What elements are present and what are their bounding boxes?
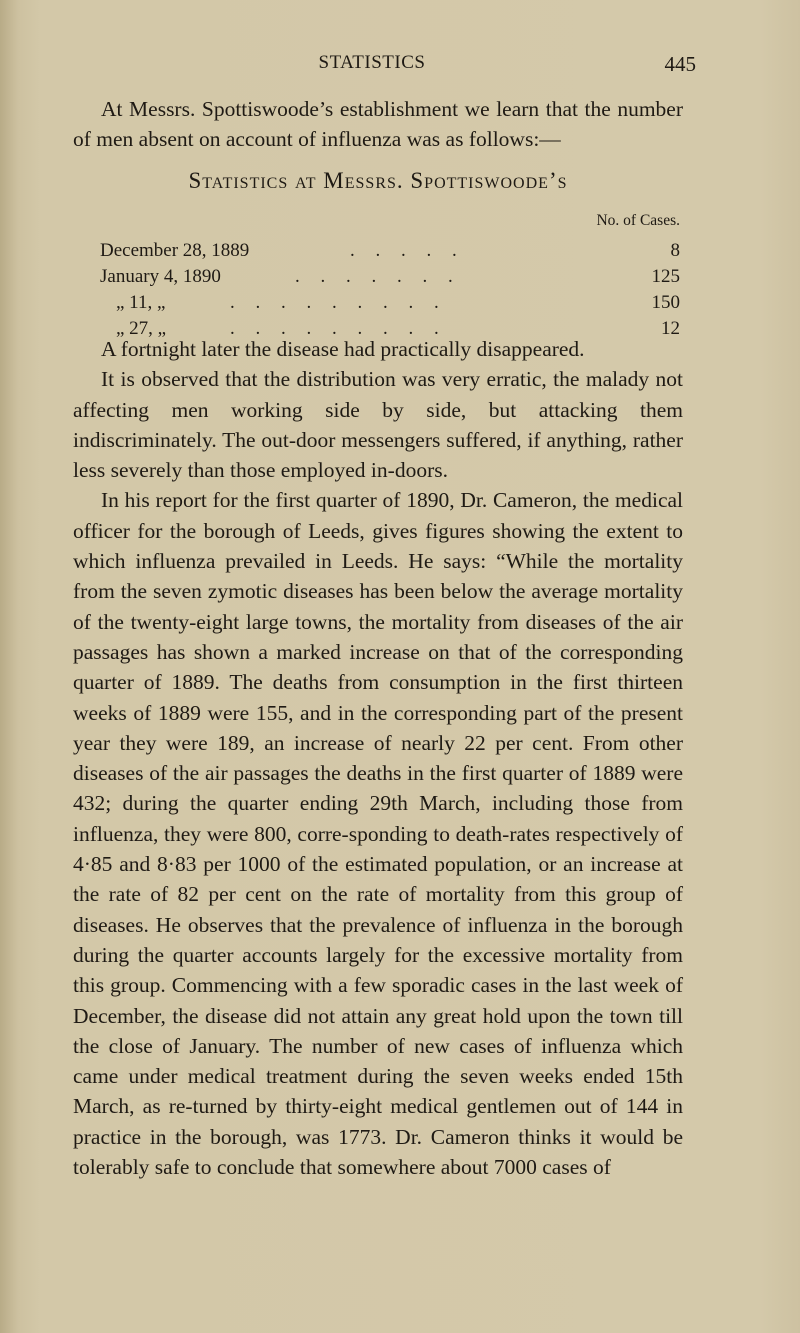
table-row xyxy=(100,240,680,264)
intro-text xyxy=(73,94,683,155)
row-date: „ 27, „ xyxy=(116,318,167,339)
running-title: STATISTICS xyxy=(318,52,426,73)
leader-dots: . . . . . . . xyxy=(295,266,461,287)
table-row xyxy=(100,266,680,290)
main-text xyxy=(73,334,683,1182)
row-cases: 12 xyxy=(661,318,680,339)
paragraph: In his report for the first quarter of 1890, Dr. Cameron, the medical officer for the borough of Leeds, gives figures showing the extent to which influenza prevailed in Leeds. He says: “While the mortality from the seven zymotic diseases has been below the average mortality of the twenty-eight large towns, the mortality from diseases of the air passages has shown a marked increase on that of the corresponding quarter of 1889. The deaths from consumption in the first thirteen weeks of 1889 were 155, and in the corresponding part of the present year they were 189, an increase of nearly 22 per cent. From other diseases of the air passages the deaths in the first quarter of 1889 were 432; during the quarter ending 29th March, including those from influenza, they were 800, corre-sponding to death-rates respectively of 4·85 and 8·83 per 1000 of the estimated population, or an increase at the rate of 82 per cent on the rate of mortality from this group of diseases. He observes that the prevalence of influenza in the borough during the quarter accounts largely for the excessive mortality from this group. Commencing with a few sporadic cases in the last week of December, the disease did not attain any great hold upon the town till the close of January. The number of new cases of influenza which came under medical treatment during the seven weeks ended 15th March, as re-turned by thirty-eight medical gentlemen out of 144 in practice in the borough, was 1773. Dr. Cameron thinks it would be tolerably safe to conclude that somewhere about 7000 cases of xyxy=(73,488,683,1180)
row-date: December 28, 1889 xyxy=(100,240,250,261)
leader-dots: . . . . . . . . . xyxy=(230,292,447,313)
table-title: Statistics at Messrs. Spottiswoode’s xyxy=(188,168,568,193)
intro-paragraph: At Messrs. Spottiswoode’s establishment we learn that the number of men absent on account of influenza was as follows:— xyxy=(73,97,683,152)
column-header-cases: No. of Cases. xyxy=(596,212,680,229)
paragraph: It is observed that the distribution was very erratic, the malady not affecting men working side by side, but attacking them indiscriminately. The out-door messengers suffered, if anything, rather less severely than those employed in-doors. xyxy=(73,367,683,483)
row-cases: 8 xyxy=(670,240,680,261)
row-date: „ 11, „ xyxy=(116,292,166,313)
row-cases: 125 xyxy=(651,266,680,287)
page-number: 445 xyxy=(664,52,696,76)
row-cases: 150 xyxy=(651,292,680,313)
leader-dots: . . . . . xyxy=(350,240,465,261)
row-date: January 4, 1890 xyxy=(100,266,221,287)
paragraph: A fortnight later the disease had practically disappeared. xyxy=(101,337,585,361)
running-head xyxy=(72,52,696,78)
table-row xyxy=(100,292,680,316)
leader-dots: . . . . . . . . . xyxy=(230,318,447,339)
